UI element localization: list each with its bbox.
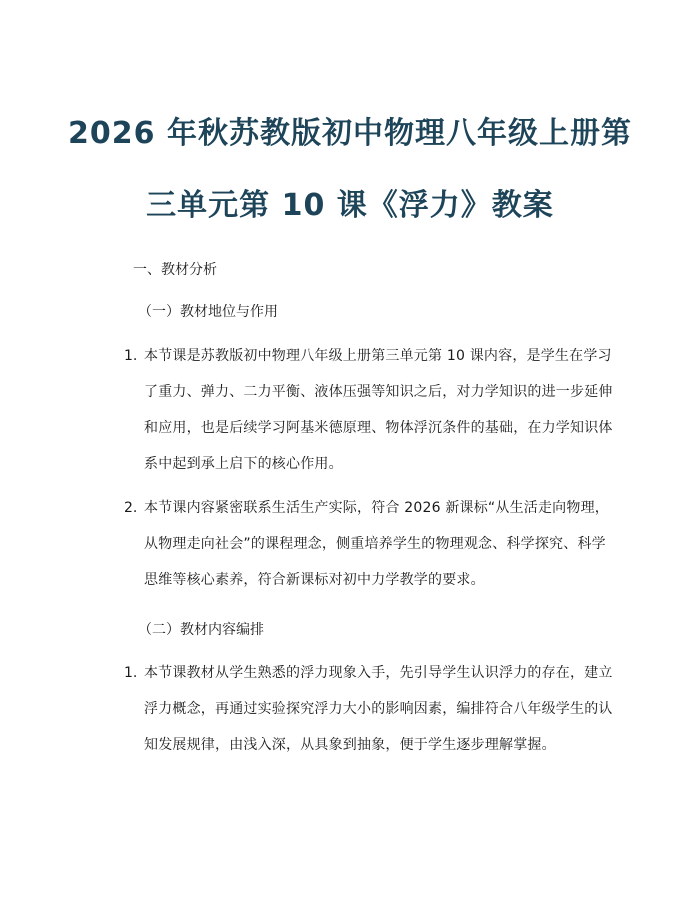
list-item-number: 1. — [124, 665, 138, 681]
paragraph-line: 和应用，也是后续学习阿基米德原理、物体浮沉条件的基础，在力学知识体 — [144, 420, 613, 436]
paragraph-line: 思维等核心素养，符合新课标对初中力学教学的要求。 — [144, 572, 485, 588]
list-item-number: 2. — [124, 500, 138, 516]
paragraph-line: 本节课教材从学生熟悉的浮力现象入手，先引导学生认识浮力的存在，建立 — [144, 665, 613, 681]
subsection-heading-status-and-role: （一）教材地位与作用 — [138, 304, 278, 320]
paragraph-line: 从物理走向社会”的课程理念，侧重培养学生的物理观念、科学探究、科学 — [144, 536, 606, 552]
paragraph-line: 本节课内容紧密联系生活生产实际，符合 2026 新课标“从生活走向物理， — [144, 500, 609, 516]
paragraph-line: 本节课是苏教版初中物理八年级上册第三单元第 10 课内容，是学生在学习 — [144, 348, 612, 364]
paragraph-line: 知发展规律，由浅入深，从具象到抽象，便于学生逐步理解掌握。 — [144, 737, 556, 753]
subsection-heading-content-arrangement: （二）教材内容编排 — [138, 622, 264, 638]
document-title-line-2: 三单元第 10 课《浮力》教案 — [146, 188, 554, 223]
list-item-number: 1. — [124, 348, 138, 364]
section-heading-teaching-material-analysis: 一、教材分析 — [133, 262, 217, 278]
paragraph-line: 浮力概念，再通过实验探究浮力大小的影响因素，编排符合八年级学生的认 — [144, 701, 613, 717]
document-title-line-1: 2026 年秋苏教版初中物理八年级上册第 — [68, 116, 632, 151]
paragraph-line: 了重力、弹力、二力平衡、液体压强等知识之后，对力学知识的进一步延伸 — [144, 384, 613, 400]
paragraph-line: 系中起到承上启下的核心作用。 — [144, 456, 343, 472]
